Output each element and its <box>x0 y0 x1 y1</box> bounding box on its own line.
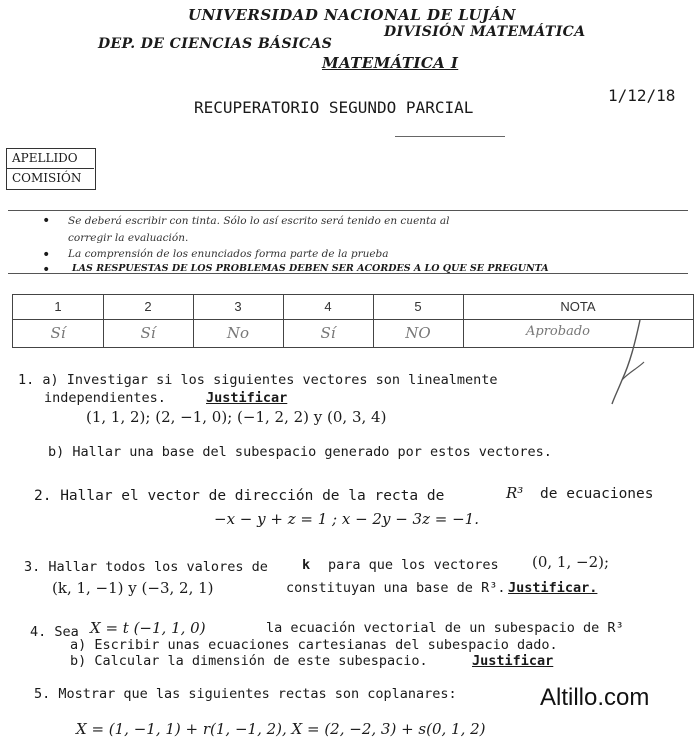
question-3-vectors: (k, 1, −1) y (−3, 2, 1) <box>52 579 214 597</box>
question-4-end: la ecuación vectorial de un subespacio de R³ <box>266 620 624 636</box>
question-1a-cont: independientes. <box>44 390 166 406</box>
question-3: 3. Hallar todos los valores de <box>24 559 268 575</box>
question-4-equation: X = t (−1, 1, 0) <box>90 619 206 637</box>
exam-title: RECUPERATORIO SEGUNDO PARCIAL <box>194 98 474 117</box>
student-fields-divider <box>6 168 94 169</box>
grade-header: 5 <box>414 299 422 314</box>
bullet-icon: • <box>42 247 51 263</box>
grade-header: 4 <box>324 299 332 314</box>
grade-value: Sí <box>140 324 156 342</box>
grade-header-nota: NOTA <box>560 299 596 314</box>
bullet-icon: • <box>42 213 51 229</box>
question-3-justify: Justificar. <box>508 580 598 596</box>
grade-value: NO <box>405 324 431 342</box>
instruction-answers: LAS RESPUESTAS DE LOS PROBLEMAS DEBEN SER ACORDES A LO QUE SE PREGUNTA <box>72 263 549 274</box>
commission-label: COMISIÓN <box>12 171 82 185</box>
grade-value-nota: Aprobado <box>526 324 590 339</box>
question-5: 5. Mostrar que las siguientes rectas son coplanares: <box>34 686 457 702</box>
question-2-space: R³ <box>506 484 524 502</box>
question-1a-vectors: (1, 1, 2); (2, −1, 0); (−1, 2, 2) y (0, 3, 4) <box>86 408 387 426</box>
question-4b-justify: Justificar <box>472 653 554 669</box>
question-2: 2. Hallar el vector de dirección de la recta de <box>34 488 445 504</box>
division-name: DIVISIÓN MATEMÁTICA <box>384 24 586 40</box>
question-5-equations: X = (1, −1, 1) + r(1, −1, 2), X = (2, −2, 3) + s(0, 1, 2) <box>76 720 486 738</box>
grade-value: Sí <box>320 324 336 342</box>
watermark: Altillo.com <box>540 684 650 711</box>
exam-date: 1/12/18 <box>608 86 676 105</box>
question-4a: a) Escribir unas ecuaciones cartesianas del subespacio dado. <box>70 637 558 653</box>
question-1a: 1. a) Investigar si los siguientes vectores son linealmente <box>18 372 498 388</box>
question-1b: b) Hallar una base del subespacio generado por estos vectores. <box>48 444 552 460</box>
grade-table <box>12 294 694 348</box>
grade-header: 3 <box>234 299 242 314</box>
university-name: UNIVERSIDAD NACIONAL DE LUJÁN <box>188 6 516 24</box>
question-3-base: constituyan una base de R³. <box>286 580 506 596</box>
question-4b: b) Calcular la dimensión de este subespacio. <box>70 653 428 669</box>
question-1a-justify: Justificar <box>206 390 288 406</box>
question-4: 4. Sea <box>30 624 79 640</box>
question-3-vector-1: (0, 1, −2); <box>532 553 610 571</box>
course-title: MATEMÁTICA I <box>322 54 459 72</box>
surname-label: APELLIDO <box>12 151 78 165</box>
instruction-ink-cont: corregir la evaluación. <box>68 232 189 244</box>
instruction-ink: Se deberá escribir con tinta. Sólo lo así escrito será tenido en cuenta al <box>68 215 450 227</box>
question-3-k: k <box>302 557 311 573</box>
department-name: DEP. DE CIENCIAS BÁSICAS <box>98 36 333 52</box>
grade-value: No <box>226 324 250 342</box>
instruction-comprehension: La comprensión de los enunciados forma parte de la prueba <box>68 248 389 260</box>
question-3-mid: para que los vectores <box>328 557 499 573</box>
bullet-icon: • <box>42 262 51 278</box>
grade-header: 1 <box>54 299 62 314</box>
signature-icon <box>600 318 660 408</box>
grade-header: 2 <box>144 299 152 314</box>
grade-value: Sí <box>50 324 66 342</box>
title-divider <box>395 136 505 137</box>
question-2-end: de ecuaciones <box>540 486 654 502</box>
question-2-equations: −x − y + z = 1 ; x − 2y − 3z = −1. <box>214 510 479 528</box>
